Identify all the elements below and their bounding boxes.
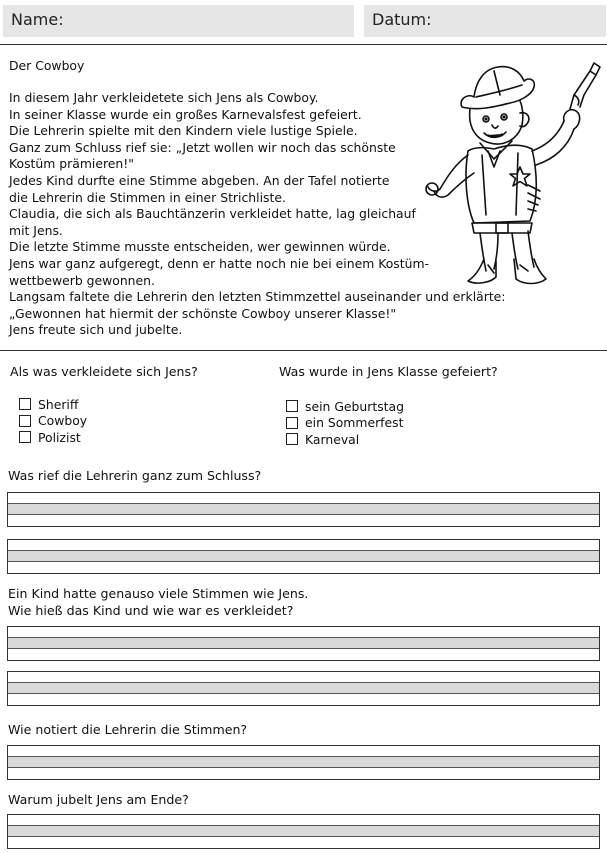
checkbox[interactable] <box>286 400 298 412</box>
date-label: Datum: <box>372 10 432 29</box>
answer-lines[interactable] <box>7 539 600 574</box>
checkbox[interactable] <box>286 417 298 429</box>
option-label: Polizist <box>38 429 81 445</box>
divider <box>0 350 607 351</box>
story-line: Ganz zum Schluss rief sie: „Jetzt wollen wir noch das schönste <box>9 139 396 155</box>
question-5: Wie notiert die Lehrerin die Stimmen? <box>8 722 248 737</box>
checkbox[interactable] <box>19 431 31 443</box>
story-line: Die Lehrerin spielte mit den Kindern viele lustige Spiele. <box>9 123 358 139</box>
story-line: In diesem Jahr verkleidetete sich Jens als Cowboy. <box>9 90 319 105</box>
story-line: In seiner Klasse wurde ein großes Karnevalsfest gefeiert. <box>9 106 362 122</box>
name-label: Name: <box>11 10 64 29</box>
name-field[interactable] <box>3 5 354 37</box>
option-label: sein Geburtstag <box>305 398 404 414</box>
story-line: Jens war ganz aufgeregt, denn er hatte noch nie bei einem Kostüm- <box>9 255 430 271</box>
option-label: Karneval <box>305 431 360 447</box>
story-line: Langsam faltete die Lehrerin den letzten Stimmzettel auseinander und erklärte: <box>9 289 506 305</box>
option-sommerfest[interactable] <box>286 415 404 432</box>
divider <box>0 44 607 45</box>
question-4-line-1: Ein Kind hatte genauso viele Stimmen wie Jens. <box>8 586 309 601</box>
story-line: „Gewonnen hat hiermit der schönste Cowboy unserer Klasse!" <box>9 305 397 321</box>
question-2: Was wurde in Jens Klasse gefeiert? <box>279 364 498 379</box>
answer-lines[interactable] <box>7 626 600 661</box>
checkbox[interactable] <box>19 398 31 410</box>
option-polizist[interactable] <box>19 429 87 446</box>
checkbox[interactable] <box>286 433 298 445</box>
question-4-line-2: Wie hieß das Kind und wie war es verkleidet? <box>8 603 294 618</box>
story-line: Die letzte Stimme musste entscheiden, wer gewinnen würde. <box>9 239 391 255</box>
question-2-options <box>286 398 404 448</box>
question-6: Warum jubelt Jens am Ende? <box>8 792 189 807</box>
cowboy-illustration-icon <box>424 55 604 290</box>
answer-lines[interactable] <box>7 671 600 706</box>
story-line: mit Jens. <box>9 222 63 238</box>
checkbox[interactable] <box>19 415 31 427</box>
story-line: Claudia, die sich als Bauchtänzerin verkleidet hatte, lag gleichauf <box>9 206 416 222</box>
date-field[interactable] <box>364 5 606 37</box>
question-3: Was rief die Lehrerin ganz zum Schluss? <box>8 468 262 483</box>
story-line: Kostüm prämieren!" <box>9 156 134 172</box>
question-1: Als was verkleidete sich Jens? <box>10 364 198 379</box>
story-line: die Lehrerin die Stimmen in einer Strichliste. <box>9 189 286 205</box>
story-line: Jens freute sich und jubelte. <box>9 322 183 338</box>
option-sheriff[interactable] <box>19 396 87 413</box>
answer-lines[interactable] <box>7 814 600 849</box>
option-cowboy[interactable] <box>19 413 87 430</box>
answer-lines[interactable] <box>7 745 600 780</box>
question-1-options <box>19 396 87 446</box>
option-label: ein Sommerfest <box>305 415 404 431</box>
option-label: Cowboy <box>38 413 88 429</box>
answer-lines[interactable] <box>7 492 600 527</box>
story-line: wettbewerb gewonnen. <box>9 272 155 288</box>
story-title: Der Cowboy <box>9 58 85 73</box>
option-label: Sheriff <box>38 396 79 412</box>
story-line: Jedes Kind durfte eine Stimme abgeben. An der Tafel notierte <box>9 172 390 188</box>
option-geburtstag[interactable] <box>286 398 404 415</box>
option-karneval[interactable] <box>286 431 404 448</box>
